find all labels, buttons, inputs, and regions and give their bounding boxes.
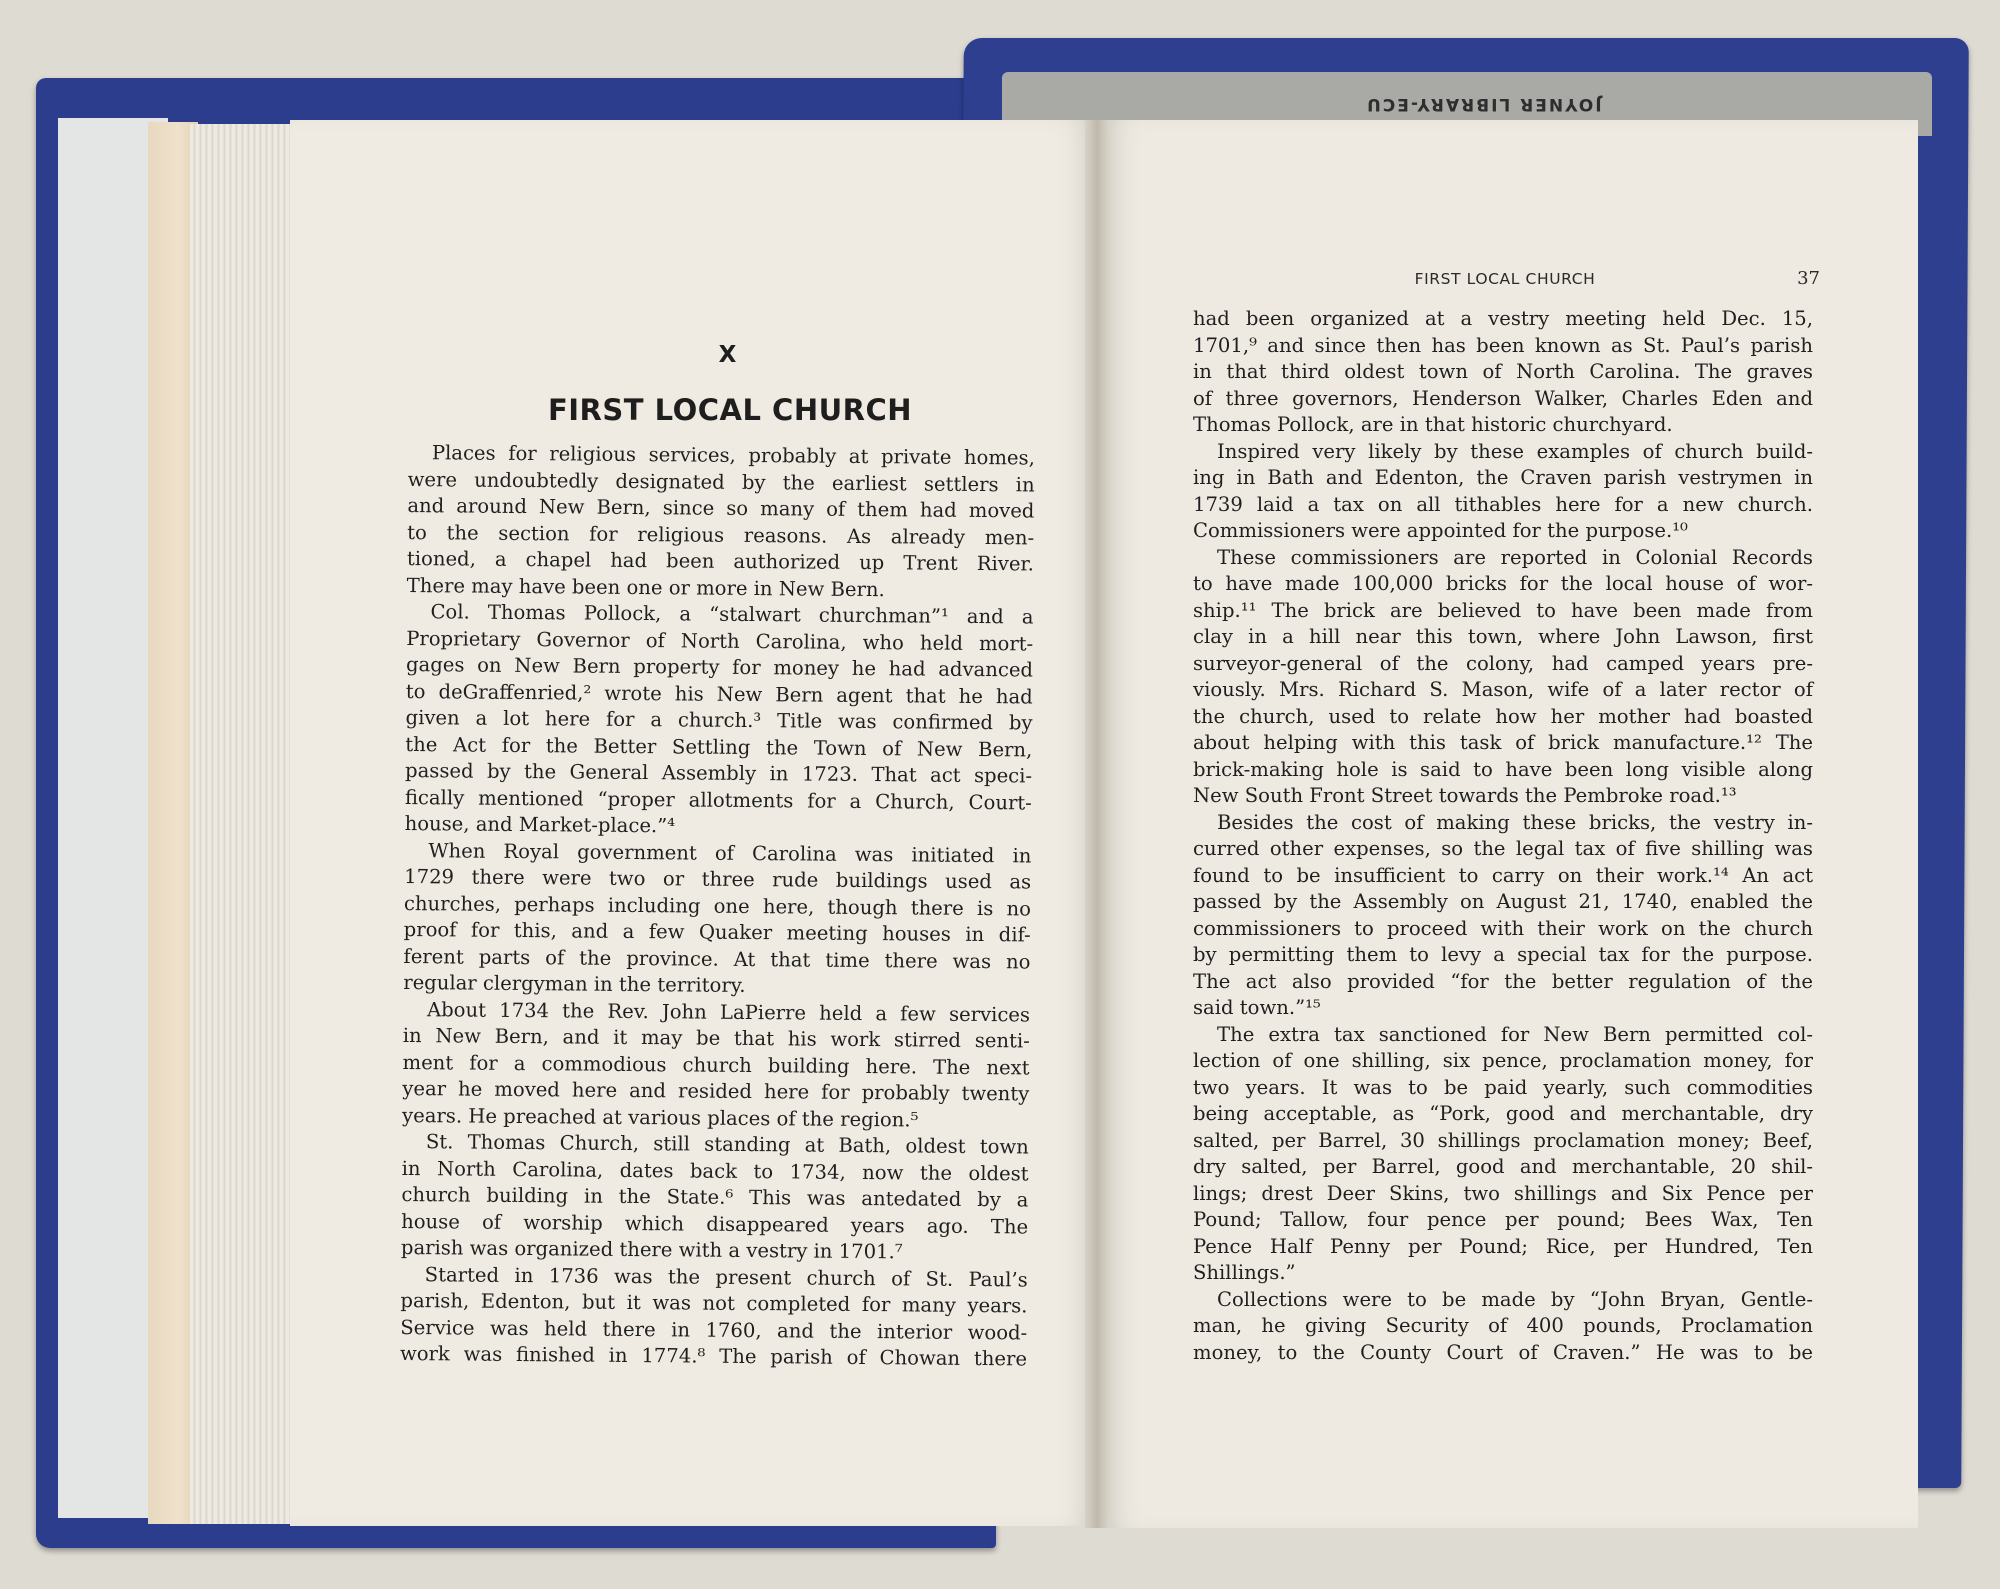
text-line: Commissioners were appointed for the purpose.¹⁰	[1193, 519, 1688, 542]
text-line: and around New Bern, since so many of them had moved	[407, 493, 1035, 523]
text-line: 1729 there were two or three rude buildings used as	[404, 864, 1032, 894]
text-line: the Act for the Better Settling the Town of New Bern,	[405, 732, 1033, 761]
text-line: These commissioners are reported in Colonial Records	[1217, 545, 1813, 569]
text-line: ferent parts of the province. At that time there was no	[403, 944, 1031, 973]
text-line: Inspired very likely by these examples of church build-	[1217, 439, 1813, 463]
text-line: Pence Half Penny per Pound; Rice, per Hundred, Ten	[1193, 1234, 1813, 1258]
text-line: St. Thomas Church, still standing at Bath, oldest town	[425, 1130, 1029, 1159]
text-line: ship.¹¹ The brick are believed to have been made from	[1193, 598, 1813, 622]
text-line: Places for religious services, probably at private homes,	[431, 441, 1035, 470]
text-line: house of worship which disappeared years ago. The	[401, 1209, 1029, 1238]
chapter-number: X	[718, 342, 737, 368]
text-line: Pound; Tallow, four pence per pound; Bees Wax, Ten	[1193, 1208, 1813, 1231]
text-line: The act also provided “for the better regulation of the	[1193, 969, 1813, 993]
text-line: given a lot here for a church.³ Title was confirmed by	[405, 705, 1033, 735]
text-line: to have made 100,000 bricks for the local house of wor-	[1193, 572, 1813, 595]
text-line: passed by the General Assembly in 1723. That act speci-	[405, 758, 1033, 788]
text-line: church building in the State.⁶ This was antedated by a	[401, 1182, 1029, 1212]
text-line: salted, per Barrel, 30 shillings proclamation money; Beef,	[1193, 1128, 1813, 1152]
text-line: commissioners to proceed with their work on the church	[1193, 916, 1813, 940]
text-line: to the section for religious reasons. As already men-	[407, 520, 1035, 549]
text-line: Shillings.”	[1193, 1261, 1296, 1284]
text-line: Thomas Pollock, are in that historic churchyard.	[1193, 413, 1673, 436]
text-line: found to be insufficient to carry on their work.¹⁴ An act	[1193, 863, 1813, 887]
text-line: About 1734 the Rev. John LaPierre held a few services	[426, 997, 1031, 1026]
text-line: in that third oldest town of North Carolina. The graves	[1193, 360, 1813, 383]
text-line: Service was held there in 1760, and the interior wood-	[400, 1315, 1028, 1344]
text-line: about helping with this task of brick manufacture.¹² The	[1193, 731, 1813, 754]
text-line: The extra tax sanctioned for New Bern permitted col-	[1217, 1022, 1813, 1046]
text-line: work was finished in 1774.⁸ The parish of Chowan there	[399, 1341, 1028, 1371]
text-line: years. He preached at various places of the region.⁵	[402, 1103, 919, 1131]
text-line: viously. Mrs. Richard S. Mason, wife of a later rector of	[1193, 678, 1813, 701]
text-line: Besides the cost of making these bricks, the vestry in-	[1217, 810, 1813, 834]
text-line: surveyor-general of the colony, had camped years pre-	[1193, 651, 1813, 675]
text-line: Collections were to be made by “John Bryan, Gentle-	[1217, 1287, 1813, 1311]
page-edges	[190, 124, 301, 1524]
text-line: said town.”¹⁵	[1193, 996, 1321, 1019]
text-line: Col. Thomas Pollock, a “stalwart churchman”¹ and a	[430, 600, 1034, 629]
text-line: brick-making hole is said to have been long visible along	[1193, 757, 1813, 781]
text-line: When Royal government of Carolina was initiated in	[428, 838, 1032, 867]
text-line: lings; drest Deer Skins, two shillings and Six Pence per	[1193, 1181, 1813, 1205]
text-line: money, to the County Court of Craven.” He was to be	[1193, 1340, 1813, 1364]
text-line: clay in a hill near this town, where John Lawson, first	[1193, 625, 1813, 648]
text-line: churches, perhaps including one here, though there is no	[403, 891, 1032, 920]
text-line: New South Front Street towards the Pembroke road.¹³	[1193, 784, 1737, 807]
text-line: the church, used to relate how her mother had boasted	[1193, 704, 1813, 728]
page-number: 37	[1797, 268, 1820, 289]
text-line: proof for this, and a few Quaker meeting houses in dif-	[403, 917, 1031, 947]
text-line: ment for a commodious church building here. The next	[402, 1050, 1030, 1079]
text-line: tioned, a chapel had been authorized up Trent River.	[406, 546, 1035, 576]
text-line: regular clergyman in the territory.	[403, 970, 746, 997]
right-page-body	[1193, 306, 1813, 1366]
text-line: Proprietary Governor of North Carolina, who held mort-	[406, 626, 1034, 655]
text-line: dry salted, per Barrel, good and merchantable, 20 shil-	[1193, 1155, 1813, 1178]
text-line: in New Bern, and it may be that his work stirred senti-	[402, 1023, 1030, 1053]
text-line: man, he giving Security of 400 pounds, Proclamation	[1193, 1314, 1813, 1337]
running-head: FIRST LOCAL CHURCH	[1414, 270, 1596, 288]
text-line: Started in 1736 was the present church of St. Paul’s	[424, 1262, 1028, 1291]
text-line: ing in Bath and Edenton, the Craven parish vestrymen in	[1193, 466, 1813, 489]
text-line: fically mentioned “proper allotments for a Church, Court-	[404, 785, 1032, 814]
text-line: being acceptable, as “Pork, good and merchantable, dry	[1193, 1102, 1813, 1125]
text-line: to deGraffenried,² wrote his New Bern agent that he had	[405, 679, 1033, 708]
text-line: There may have been one or more in New Bern.	[406, 573, 885, 601]
text-line: lection of one shilling, six pence, proclamation money, for	[1193, 1049, 1813, 1072]
text-line: parish was organized there with a vestry in 1701.⁷	[400, 1235, 903, 1264]
text-line: 1701,⁹ and since then has been known as St. Paul’s parish	[1193, 333, 1813, 357]
text-line: curred other expenses, so the legal tax of five shilling was	[1193, 837, 1813, 860]
text-line: two years. It was to be paid yearly, such commodities	[1193, 1075, 1813, 1099]
text-line: house, and Market-place.”⁴	[404, 811, 676, 838]
text-line: in North Carolina, dates back to 1734, now the oldest	[401, 1156, 1029, 1185]
text-line: by permitting them to levy a special tax for the purpose.	[1193, 943, 1813, 966]
chapter-title: FIRST LOCAL CHURCH	[547, 393, 913, 427]
text-line: gages on New Bern property for money he had advanced	[405, 652, 1034, 682]
text-line: parish, Edenton, but it was not completed for many years.	[400, 1288, 1028, 1318]
text-line: of three governors, Henderson Walker, Charles Eden and	[1193, 386, 1813, 410]
text-line: were undoubtedly designated by the earliest settlers in	[407, 467, 1035, 496]
text-line: passed by the Assembly on August 21, 1740, enabled the	[1193, 890, 1813, 913]
text-line: year he moved here and resided here for probably twenty	[402, 1076, 1030, 1106]
book-gutter	[1085, 120, 1109, 1528]
text-line: had been organized at a vestry meeting held Dec. 15,	[1193, 307, 1813, 330]
text-line: 1739 laid a tax on all tithables here for a new church.	[1193, 492, 1813, 516]
library-stamp: JOYNER LIBRARY-ECU	[1365, 94, 1602, 114]
left-page-body	[400, 440, 1035, 1373]
